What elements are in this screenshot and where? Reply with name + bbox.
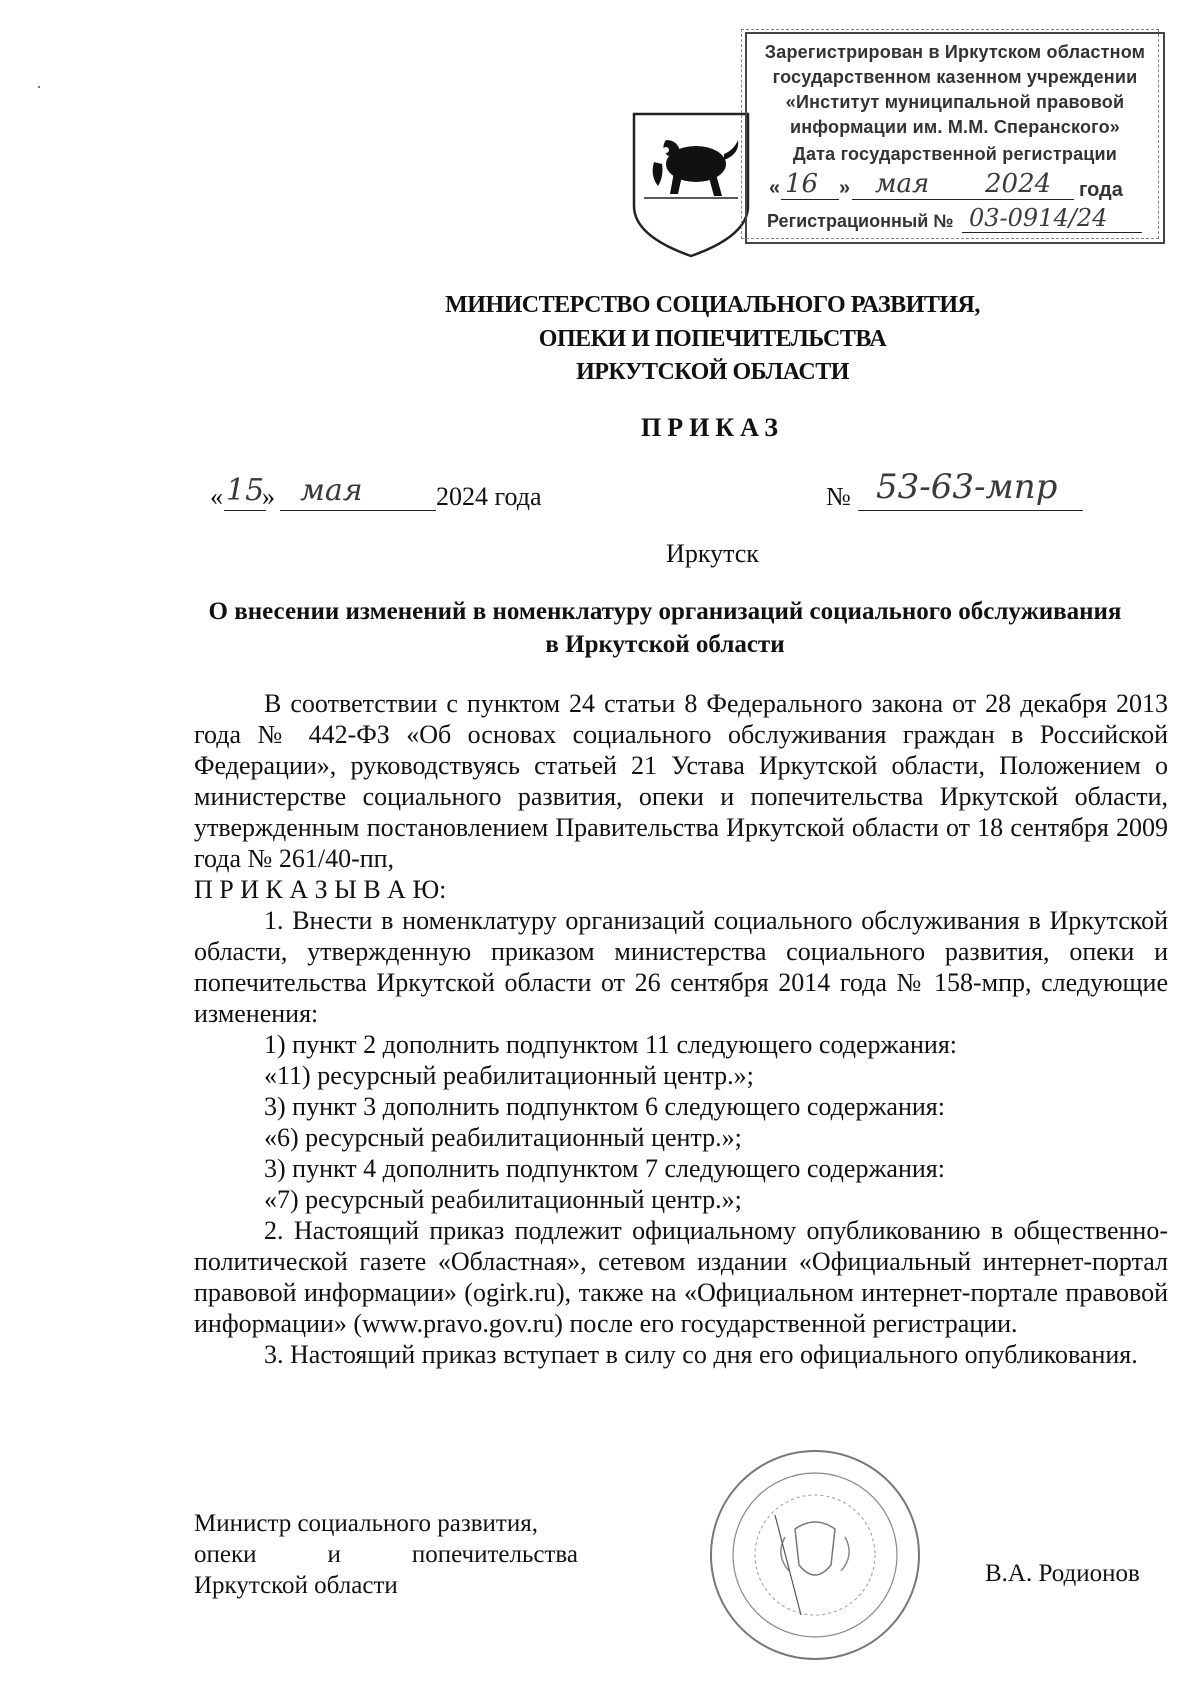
stamp-day-underline	[781, 199, 839, 200]
item-1-paragraph: 1. Внести в номенклатуру организаций социального обслуживания в Иркутской области, утвержденную приказом министерства социального развития, опеки и попечительства Иркутской области от 26 сентября 2014 года № 158-мпр, следующие изменения:	[194, 906, 1168, 1028]
signatory-name: В.А. Родионов	[985, 1560, 1140, 1587]
order-title-line: О внесении изменений в номенклатуру организаций социального обслуживания	[208, 598, 1122, 625]
item-1-sub-2: 3) пункт 3 дополнить подпунктом 6 следующего содержания:	[264, 1092, 945, 1121]
stamp-date-open-quote: «	[769, 177, 781, 199]
order-word: П Р И К А З Ы В А Ю:	[194, 875, 447, 904]
item-1-sub-3: 3) пункт 4 дополнить подпунктом 7 следующего содержания:	[264, 1154, 945, 1183]
stamp-line: «Институт муниципальной правовой	[785, 92, 1125, 112]
stamp-date-underline	[852, 199, 1074, 200]
order-date-year: 2024 года	[436, 482, 542, 511]
stamp-line: Дата государственной регистрации	[792, 144, 1118, 164]
item-2-paragraph: 2. Настоящий приказ подлежит официальному опубликованию в общественно-политической газете «Областная», сетевом издании «Официальный интернет-портал правовой информации» (ogirk.ru), также на «Официальном интернет-портале правовой информации» (www.pravo.gov.ru) после его государственной регистрации.	[194, 1216, 1168, 1338]
stamp-reg-underline	[962, 232, 1142, 233]
city: Иркутск	[666, 539, 759, 568]
stamp-reg-number: 03-0914/24	[969, 204, 1108, 232]
order-body	[194, 688, 1168, 1370]
ministry-name-line: ОПЕКИ И ПОПЕЧИТЕЛЬСТВА	[538, 326, 887, 352]
stamp-date-year: 2024	[985, 169, 1052, 199]
document-type: ПРИКАЗ	[640, 413, 785, 442]
item-1-sub-2-text: «6) ресурсный реабилитационный центр.»;	[264, 1123, 742, 1152]
ministry-name-line: ИРКУТСКОЙ ОБЛАСТИ	[576, 359, 849, 385]
signature-position-line: опеки и попечительства	[194, 1541, 578, 1568]
stamp-line: государственном казенном учреждении	[772, 67, 1138, 87]
coat-of-arms-icon	[630, 110, 752, 260]
stamp-line: информации им. М.М. Сперанского»	[789, 117, 1121, 137]
registration-stamp	[745, 32, 1165, 244]
order-number-value: 53-63-мпр	[876, 467, 1058, 507]
preamble-paragraph: В соответствии с пунктом 24 статьи 8 Федерального закона от 28 декабря 2013 года № 442-ФЗ «Об основах социального обслуживания граждан в Российской Федерации», руководствуясь статьей 21 Устава Иркутской области, Положением о министерстве социального развития, опеки и попечительства Иркутской области, утвержденным постановлением Правительства Иркутской области от 18 сентября 2009 года № 261/40-пп,	[194, 689, 1168, 873]
stamp-date-close-quote: »	[839, 177, 851, 199]
order-title-line: в Иркутской области	[545, 631, 785, 658]
signature-position-line: Министр социального развития,	[194, 1510, 538, 1537]
order-date-day: 15	[226, 473, 265, 508]
signature-position	[194, 1508, 578, 1601]
order-date-open-quote: «	[210, 482, 223, 511]
item-1-sub-1: 1) пункт 2 дополнить подпунктом 11 следующего содержания:	[264, 1030, 957, 1059]
stamp-line: Зарегистрирован в Иркутском областном	[764, 42, 1146, 62]
official-seal-icon	[705, 1445, 925, 1665]
item-1-sub-3-text: «7) ресурсный реабилитационный центр.»;	[264, 1185, 742, 1214]
order-month-underline	[280, 510, 436, 511]
stamp-date-suffix: года	[1079, 179, 1123, 201]
item-1-sub-1-text: «11) ресурсный реабилитационный центр.»;	[264, 1061, 754, 1090]
stamp-date-month: мая	[875, 169, 930, 199]
order-number-label: №	[826, 482, 851, 511]
order-day-underline	[224, 510, 266, 511]
order-title	[160, 595, 1170, 661]
scan-speck	[38, 86, 40, 88]
order-number-underline	[858, 510, 1083, 511]
stamp-date-day: 16	[785, 169, 819, 199]
item-3-paragraph: 3. Настоящий приказ вступает в силу со дня его официального опубликования.	[264, 1340, 1138, 1369]
ministry-name-line: МИНИСТЕРСТВО СОЦИАЛЬНОГО РАЗВИТИЯ,	[445, 292, 980, 318]
stamp-reg-label: Регистрационный №	[767, 211, 954, 231]
order-date-close-quote: »	[262, 482, 275, 511]
signature-position-line: Иркутской области	[194, 1572, 398, 1599]
order-date-month: мая	[300, 473, 363, 508]
